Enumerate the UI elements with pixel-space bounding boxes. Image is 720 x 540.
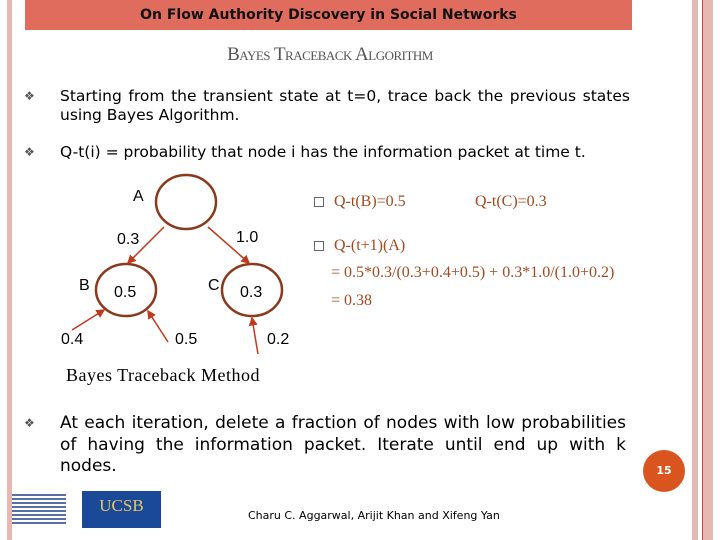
bullet-2: ❖ Q-t(i) = probability that node i has the information packet at time t. <box>24 143 586 161</box>
page-number-badge: 15 <box>643 450 685 492</box>
incoming-b-1-weight: 0.4 <box>61 331 84 348</box>
slide-title: Bayes Traceback Algorithm <box>227 44 433 65</box>
incoming-b-2-weight: 0.5 <box>175 331 198 348</box>
incoming-b-1 <box>72 310 104 330</box>
formula-qb: Q-t(B)=0.5 <box>314 193 406 211</box>
node-a <box>156 175 216 229</box>
bullet-3: ❖ At each iteration, delete a fraction of nodes with low probabilities of having the information packet. Iterate until end up with k nodes. <box>24 413 626 476</box>
diamond-bullet-icon: ❖ <box>24 416 35 430</box>
diamond-bullet-icon: ❖ <box>24 89 35 103</box>
formula-qc: Q-t(C)=0.3 <box>475 193 547 210</box>
diamond-bullet-icon: ❖ <box>24 145 35 159</box>
incoming-c-weight: 0.2 <box>267 331 290 348</box>
method-caption: Bayes Traceback Method <box>66 365 260 385</box>
ibm-logo <box>12 494 66 524</box>
edge-a-c-weight: 1.0 <box>236 229 259 246</box>
node-b-label: B <box>79 277 90 294</box>
incoming-c <box>252 318 258 354</box>
formula-line1: = 0.5*0.3/(0.3+0.4+0.5) + 0.3*1.0/(1.0+0.2) <box>331 264 615 281</box>
node-a-label: A <box>133 188 144 205</box>
right-border-outer <box>702 0 713 540</box>
tree-diagram <box>0 170 320 370</box>
bullet-1: ❖ Starting from the transient state at t=0, trace back the previous states using Bayes Algorithm. <box>24 87 630 124</box>
checkbox-bullet-icon <box>314 241 324 251</box>
authors: Charu C. Aggarwal, Arijit Khan and Xifeng Yan <box>248 509 500 522</box>
edge-a-b-weight: 0.3 <box>117 231 140 248</box>
node-c-label: C <box>208 277 220 294</box>
checkbox-bullet-icon <box>314 197 324 207</box>
slide-header: On Flow Authority Discovery in Social Networks <box>25 0 632 30</box>
ucsb-logo: UCSB <box>82 491 161 528</box>
incoming-b-2 <box>148 311 168 342</box>
formula-qa: Q-(t+1)(A) <box>314 237 405 255</box>
node-b-value: 0.5 <box>114 284 137 301</box>
formula-line2: = 0.38 <box>331 292 373 309</box>
right-border <box>692 0 698 540</box>
node-c-value: 0.3 <box>240 284 263 301</box>
